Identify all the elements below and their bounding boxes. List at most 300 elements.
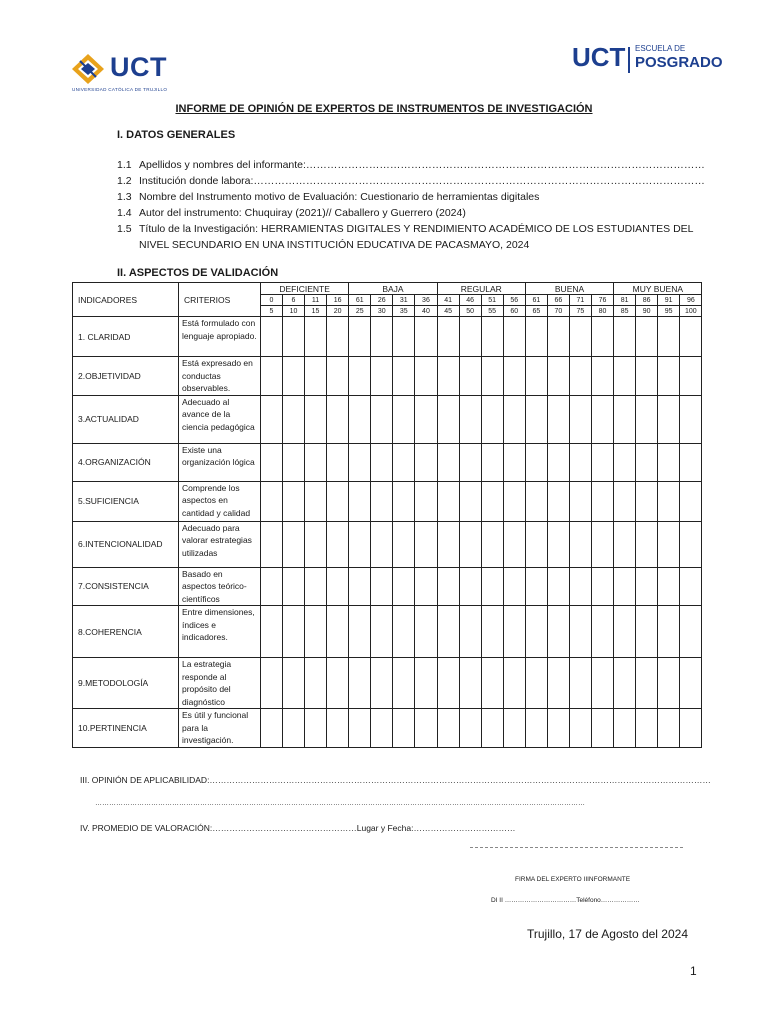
indicator-cell: 1. CLARIDAD bbox=[73, 317, 179, 357]
range-value: 95 bbox=[658, 306, 680, 317]
score-cell[interactable] bbox=[658, 521, 680, 567]
score-cell[interactable] bbox=[371, 606, 393, 658]
item-text: Autor del instrumento: Chuquiray (2021)// Caballero y Guerrero (2024) bbox=[139, 207, 466, 219]
score-cell[interactable] bbox=[371, 481, 393, 521]
score-cell[interactable] bbox=[327, 658, 349, 709]
range-value: 10 bbox=[283, 306, 305, 317]
score-cell[interactable] bbox=[283, 317, 305, 357]
general-data-item bbox=[117, 157, 707, 173]
score-cell[interactable] bbox=[569, 395, 591, 443]
score-cell[interactable] bbox=[283, 567, 305, 606]
score-cell[interactable] bbox=[415, 443, 437, 481]
score-cell[interactable] bbox=[283, 395, 305, 443]
criterion-cell: Está expresado en conductas observables. bbox=[179, 357, 261, 396]
score-cell[interactable] bbox=[415, 521, 437, 567]
score-cell[interactable] bbox=[437, 395, 459, 443]
score-cell[interactable] bbox=[437, 709, 459, 748]
range-value: 16 bbox=[327, 295, 349, 306]
score-cell[interactable] bbox=[591, 606, 613, 658]
range-value: 60 bbox=[503, 306, 525, 317]
score-cell[interactable] bbox=[547, 658, 569, 709]
range-value: 85 bbox=[614, 306, 636, 317]
range-value: 36 bbox=[415, 295, 437, 306]
score-cell[interactable] bbox=[261, 443, 283, 481]
score-cell[interactable] bbox=[305, 395, 327, 443]
criterion-cell: La estrategia responde al propósito del diagnóstico bbox=[179, 658, 261, 709]
score-cell[interactable] bbox=[591, 357, 613, 396]
signature-line bbox=[470, 847, 683, 848]
score-cell[interactable] bbox=[680, 567, 702, 606]
range-value: 100 bbox=[680, 306, 702, 317]
score-cell[interactable] bbox=[283, 709, 305, 748]
score-cell[interactable] bbox=[569, 606, 591, 658]
score-cell[interactable] bbox=[437, 443, 459, 481]
score-cell[interactable] bbox=[658, 709, 680, 748]
score-cell[interactable] bbox=[327, 521, 349, 567]
score-cell[interactable] bbox=[283, 357, 305, 396]
range-value: 50 bbox=[459, 306, 481, 317]
score-cell[interactable] bbox=[393, 443, 415, 481]
score-cell[interactable] bbox=[614, 567, 636, 606]
score-cell[interactable] bbox=[393, 567, 415, 606]
score-cell[interactable] bbox=[283, 658, 305, 709]
score-cell[interactable] bbox=[547, 521, 569, 567]
score-cell[interactable] bbox=[459, 395, 481, 443]
signature-label: FIRMA DEL EXPERTO IIINFORMANTE bbox=[515, 876, 631, 883]
score-cell[interactable] bbox=[261, 395, 283, 443]
table-row bbox=[73, 606, 702, 658]
score-cell[interactable] bbox=[547, 481, 569, 521]
score-cell[interactable] bbox=[481, 395, 503, 443]
criterion-cell: Es útil y funcional para la investigación. bbox=[179, 709, 261, 748]
score-cell[interactable] bbox=[525, 521, 547, 567]
score-cell[interactable] bbox=[349, 357, 371, 396]
score-cell[interactable] bbox=[481, 357, 503, 396]
score-cell[interactable] bbox=[636, 481, 658, 521]
score-cell[interactable] bbox=[459, 709, 481, 748]
score-cell[interactable] bbox=[658, 395, 680, 443]
item-number: 1.2 bbox=[117, 175, 132, 187]
score-cell[interactable] bbox=[636, 317, 658, 357]
score-cell[interactable] bbox=[525, 357, 547, 396]
item-number: 1.5 bbox=[117, 223, 132, 235]
score-cell[interactable] bbox=[636, 395, 658, 443]
item-text: Apellidos y nombres del informante:…………………………………………………………………………………………………… bbox=[139, 159, 705, 171]
indicator-cell: 8.COHERENCIA bbox=[73, 606, 179, 658]
score-cell[interactable] bbox=[349, 481, 371, 521]
score-cell[interactable] bbox=[459, 443, 481, 481]
score-cell[interactable] bbox=[591, 481, 613, 521]
score-cell[interactable] bbox=[547, 709, 569, 748]
score-cell[interactable] bbox=[525, 443, 547, 481]
general-data-list bbox=[117, 157, 707, 253]
score-cell[interactable] bbox=[459, 317, 481, 357]
range-value: 61 bbox=[525, 295, 547, 306]
score-cell[interactable] bbox=[437, 481, 459, 521]
score-cell[interactable] bbox=[680, 606, 702, 658]
score-cell[interactable] bbox=[415, 481, 437, 521]
score-cell[interactable] bbox=[371, 443, 393, 481]
score-cell[interactable] bbox=[503, 357, 525, 396]
table-row bbox=[73, 521, 702, 567]
score-cell[interactable] bbox=[614, 443, 636, 481]
range-value: 15 bbox=[305, 306, 327, 317]
score-cell[interactable] bbox=[481, 709, 503, 748]
score-cell[interactable] bbox=[636, 658, 658, 709]
score-cell[interactable] bbox=[261, 317, 283, 357]
range-value: 75 bbox=[569, 306, 591, 317]
score-cell[interactable] bbox=[547, 357, 569, 396]
table-row bbox=[73, 443, 702, 481]
score-cell[interactable] bbox=[680, 395, 702, 443]
score-cell[interactable] bbox=[614, 658, 636, 709]
score-cell[interactable] bbox=[261, 658, 283, 709]
score-cell[interactable] bbox=[415, 317, 437, 357]
indicadores-header: INDICADORES bbox=[73, 283, 179, 317]
score-cell[interactable] bbox=[481, 443, 503, 481]
score-cell[interactable] bbox=[525, 395, 547, 443]
table-row bbox=[73, 395, 702, 443]
score-cell[interactable] bbox=[525, 658, 547, 709]
score-cell[interactable] bbox=[614, 709, 636, 748]
item-text: Institución donde labora:………………………………………………………………………………………………………………… bbox=[139, 175, 705, 187]
score-cell[interactable] bbox=[658, 606, 680, 658]
range-value: 46 bbox=[459, 295, 481, 306]
score-cell[interactable] bbox=[261, 521, 283, 567]
score-cell[interactable] bbox=[636, 606, 658, 658]
range-value: 71 bbox=[569, 295, 591, 306]
criterion-cell: Adecuado al avance de la ciencia pedagógica bbox=[179, 395, 261, 443]
score-cell[interactable] bbox=[481, 567, 503, 606]
score-cell[interactable] bbox=[525, 709, 547, 748]
score-cell[interactable] bbox=[503, 606, 525, 658]
score-cell[interactable] bbox=[305, 521, 327, 567]
score-cell[interactable] bbox=[547, 317, 569, 357]
page-number: 1 bbox=[690, 964, 697, 978]
score-cell[interactable] bbox=[569, 357, 591, 396]
range-value: 70 bbox=[547, 306, 569, 317]
score-cell[interactable] bbox=[547, 567, 569, 606]
score-cell[interactable] bbox=[283, 606, 305, 658]
score-cell[interactable] bbox=[327, 443, 349, 481]
table-row bbox=[73, 317, 702, 357]
range-value: 80 bbox=[591, 306, 613, 317]
general-data-item bbox=[117, 221, 707, 253]
range-value: 55 bbox=[481, 306, 503, 317]
score-cell[interactable] bbox=[371, 521, 393, 567]
range-value: 45 bbox=[437, 306, 459, 317]
opinion-aplicabilidad-line: ………………………………………………………………………………………………………………………………………………………………………………………… bbox=[95, 800, 585, 807]
score-cell[interactable] bbox=[261, 357, 283, 396]
range-value: 25 bbox=[349, 306, 371, 317]
score-cell[interactable] bbox=[569, 567, 591, 606]
score-cell[interactable] bbox=[503, 317, 525, 357]
score-cell[interactable] bbox=[415, 567, 437, 606]
score-cell[interactable] bbox=[614, 606, 636, 658]
score-cell[interactable] bbox=[547, 395, 569, 443]
table-row bbox=[73, 658, 702, 709]
item-text: Título de la Investigación: HERRAMIENTAS DIGITALES Y RENDIMIENTO ACADÉMICO DE LOS ESTUDIANTES DEL NIVEL SECUNDARIO EN UNA INSTITUCIÓN EDUCATIVA DE PACASMAYO, 2024 bbox=[139, 223, 694, 251]
score-cell[interactable] bbox=[591, 709, 613, 748]
level-header: DEFICIENTE bbox=[261, 283, 349, 295]
score-cell[interactable] bbox=[525, 317, 547, 357]
table-row bbox=[73, 709, 702, 748]
score-cell[interactable] bbox=[393, 658, 415, 709]
score-cell[interactable] bbox=[349, 567, 371, 606]
score-cell[interactable] bbox=[547, 606, 569, 658]
general-data-item bbox=[117, 189, 707, 205]
document-title: INFORME DE OPINIÓN DE EXPERTOS DE INSTRUMENTOS DE INVESTIGACIÓN bbox=[175, 103, 593, 115]
score-cell[interactable] bbox=[327, 567, 349, 606]
criterion-cell: Entre dimensiones, índices e indicadores. bbox=[179, 606, 261, 658]
score-cell[interactable] bbox=[437, 357, 459, 396]
score-cell[interactable] bbox=[371, 357, 393, 396]
score-cell[interactable] bbox=[636, 443, 658, 481]
score-cell[interactable] bbox=[459, 481, 481, 521]
score-cell[interactable] bbox=[393, 357, 415, 396]
score-cell[interactable] bbox=[547, 443, 569, 481]
score-cell[interactable] bbox=[261, 567, 283, 606]
score-cell[interactable] bbox=[371, 395, 393, 443]
score-cell[interactable] bbox=[503, 567, 525, 606]
score-cell[interactable] bbox=[503, 658, 525, 709]
score-cell[interactable] bbox=[437, 521, 459, 567]
level-header: MUY BUENA bbox=[614, 283, 702, 295]
score-cell[interactable] bbox=[591, 658, 613, 709]
score-cell[interactable] bbox=[349, 658, 371, 709]
score-cell[interactable] bbox=[658, 481, 680, 521]
right-logo-text: UCT bbox=[572, 42, 626, 72]
criterion-cell: Basado en aspectos teórico-científicos bbox=[179, 567, 261, 606]
score-cell[interactable] bbox=[371, 658, 393, 709]
score-cell[interactable] bbox=[437, 658, 459, 709]
score-cell[interactable] bbox=[437, 606, 459, 658]
range-value: 90 bbox=[636, 306, 658, 317]
score-cell[interactable] bbox=[327, 357, 349, 396]
promedio-valoracion: IV. PROMEDIO DE VALORACIÓN:……………………………………………Lugar y Fecha:……………………………… bbox=[80, 823, 516, 833]
score-cell[interactable] bbox=[636, 567, 658, 606]
score-cell[interactable] bbox=[569, 709, 591, 748]
score-cell[interactable] bbox=[680, 709, 702, 748]
score-cell[interactable] bbox=[393, 481, 415, 521]
score-cell[interactable] bbox=[459, 357, 481, 396]
score-cell[interactable] bbox=[680, 521, 702, 567]
score-cell[interactable] bbox=[393, 606, 415, 658]
score-cell[interactable] bbox=[680, 481, 702, 521]
score-cell[interactable] bbox=[327, 481, 349, 521]
score-cell[interactable] bbox=[614, 317, 636, 357]
score-cell[interactable] bbox=[349, 606, 371, 658]
range-value: 76 bbox=[591, 295, 613, 306]
score-cell[interactable] bbox=[393, 709, 415, 748]
item-number: 1.4 bbox=[117, 207, 132, 219]
score-cell[interactable] bbox=[481, 317, 503, 357]
score-cell[interactable] bbox=[569, 521, 591, 567]
score-cell[interactable] bbox=[591, 521, 613, 567]
score-cell[interactable] bbox=[283, 521, 305, 567]
score-cell[interactable] bbox=[658, 317, 680, 357]
score-cell[interactable] bbox=[305, 357, 327, 396]
score-cell[interactable] bbox=[569, 443, 591, 481]
item-number: 1.1 bbox=[117, 159, 132, 171]
score-cell[interactable] bbox=[658, 658, 680, 709]
right-logo-posgrado: POSGRADO bbox=[635, 54, 723, 71]
score-cell[interactable] bbox=[503, 395, 525, 443]
general-data-item bbox=[117, 205, 707, 221]
score-cell[interactable] bbox=[305, 317, 327, 357]
logo-divider bbox=[628, 47, 630, 73]
score-cell[interactable] bbox=[569, 658, 591, 709]
score-cell[interactable] bbox=[261, 481, 283, 521]
score-cell[interactable] bbox=[680, 658, 702, 709]
range-value: 51 bbox=[481, 295, 503, 306]
score-cell[interactable] bbox=[283, 443, 305, 481]
score-cell[interactable] bbox=[569, 481, 591, 521]
item-number: 1.3 bbox=[117, 191, 132, 203]
range-value: 20 bbox=[327, 306, 349, 317]
score-cell[interactable] bbox=[481, 521, 503, 567]
score-cell[interactable] bbox=[680, 443, 702, 481]
score-cell[interactable] bbox=[415, 395, 437, 443]
score-cell[interactable] bbox=[349, 709, 371, 748]
range-value: 65 bbox=[525, 306, 547, 317]
criterion-cell: Está formulado con lenguaje apropiado. bbox=[179, 317, 261, 357]
score-cell[interactable] bbox=[459, 567, 481, 606]
range-value: 91 bbox=[658, 295, 680, 306]
score-cell[interactable] bbox=[305, 481, 327, 521]
score-cell[interactable] bbox=[393, 521, 415, 567]
opinion-aplicabilidad: III. OPINIÓN DE APLICABILIDAD:…………………………………………………………………………………………………………………………………………………………… bbox=[80, 775, 711, 785]
score-cell[interactable] bbox=[327, 709, 349, 748]
level-header: REGULAR bbox=[437, 283, 525, 295]
score-cell[interactable] bbox=[305, 709, 327, 748]
criterion-cell: Comprende los aspectos en cantidad y calidad bbox=[179, 481, 261, 521]
score-cell[interactable] bbox=[658, 357, 680, 396]
score-cell[interactable] bbox=[680, 317, 702, 357]
score-cell[interactable] bbox=[614, 357, 636, 396]
score-cell[interactable] bbox=[614, 521, 636, 567]
indicator-cell: 7.CONSISTENCIA bbox=[73, 567, 179, 606]
score-cell[interactable] bbox=[481, 658, 503, 709]
score-cell[interactable] bbox=[305, 658, 327, 709]
score-cell[interactable] bbox=[591, 443, 613, 481]
item-text: Nombre del Instrumento motivo de Evaluación: Cuestionario de herramientas digitales bbox=[139, 191, 540, 203]
right-logo-school: ESCUELA DE bbox=[635, 44, 686, 53]
score-cell[interactable] bbox=[459, 521, 481, 567]
score-cell[interactable] bbox=[503, 481, 525, 521]
score-cell[interactable] bbox=[415, 357, 437, 396]
dni-telefono-line: DI II ……………………………Teléfono……………… bbox=[491, 897, 640, 904]
indicator-cell: 10.PERTINENCIA bbox=[73, 709, 179, 748]
range-value: 61 bbox=[349, 295, 371, 306]
score-cell[interactable] bbox=[459, 658, 481, 709]
score-cell[interactable] bbox=[261, 709, 283, 748]
score-cell[interactable] bbox=[305, 567, 327, 606]
score-cell[interactable] bbox=[525, 606, 547, 658]
score-cell[interactable] bbox=[415, 658, 437, 709]
indicator-cell: 9.METODOLOGÍA bbox=[73, 658, 179, 709]
score-cell[interactable] bbox=[591, 317, 613, 357]
range-value: 41 bbox=[437, 295, 459, 306]
range-value: 11 bbox=[305, 295, 327, 306]
uct-posgrado-logo bbox=[572, 40, 742, 80]
left-logo-subtitle: UNIVERSIDAD CATÓLICA DE TRUJILLO bbox=[72, 87, 168, 92]
score-cell[interactable] bbox=[261, 606, 283, 658]
range-value: 66 bbox=[547, 295, 569, 306]
score-cell[interactable] bbox=[327, 606, 349, 658]
score-cell[interactable] bbox=[305, 606, 327, 658]
indicator-cell: 3.ACTUALIDAD bbox=[73, 395, 179, 443]
range-value: 56 bbox=[503, 295, 525, 306]
score-cell[interactable] bbox=[349, 521, 371, 567]
score-cell[interactable] bbox=[481, 606, 503, 658]
range-value: 26 bbox=[371, 295, 393, 306]
score-cell[interactable] bbox=[525, 567, 547, 606]
indicator-cell: 2.OBJETIVIDAD bbox=[73, 357, 179, 396]
score-cell[interactable] bbox=[371, 567, 393, 606]
score-cell[interactable] bbox=[481, 481, 503, 521]
section-datos-generales: I. DATOS GENERALES bbox=[117, 129, 236, 141]
score-cell[interactable] bbox=[680, 357, 702, 396]
indicator-cell: 6.INTENCIONALIDAD bbox=[73, 521, 179, 567]
score-cell[interactable] bbox=[503, 709, 525, 748]
score-cell[interactable] bbox=[459, 606, 481, 658]
score-cell[interactable] bbox=[393, 317, 415, 357]
table-row bbox=[73, 567, 702, 606]
range-value: 86 bbox=[636, 295, 658, 306]
score-cell[interactable] bbox=[327, 395, 349, 443]
score-cell[interactable] bbox=[636, 521, 658, 567]
left-logo-text: UCT bbox=[110, 52, 167, 82]
general-data-item bbox=[117, 173, 707, 189]
score-cell[interactable] bbox=[636, 709, 658, 748]
score-cell[interactable] bbox=[371, 709, 393, 748]
score-cell[interactable] bbox=[569, 317, 591, 357]
level-header: BUENA bbox=[525, 283, 613, 295]
score-cell[interactable] bbox=[349, 317, 371, 357]
range-value: 0 bbox=[261, 295, 283, 306]
score-cell[interactable] bbox=[393, 395, 415, 443]
score-cell[interactable] bbox=[415, 606, 437, 658]
score-cell[interactable] bbox=[327, 317, 349, 357]
score-cell[interactable] bbox=[658, 443, 680, 481]
score-cell[interactable] bbox=[636, 357, 658, 396]
range-value: 6 bbox=[283, 295, 305, 306]
score-cell[interactable] bbox=[283, 481, 305, 521]
score-cell[interactable] bbox=[503, 443, 525, 481]
score-cell[interactable] bbox=[349, 443, 371, 481]
score-cell[interactable] bbox=[305, 443, 327, 481]
score-cell[interactable] bbox=[437, 567, 459, 606]
score-cell[interactable] bbox=[614, 395, 636, 443]
uct-logo-left bbox=[70, 50, 210, 98]
score-cell[interactable] bbox=[415, 709, 437, 748]
score-cell[interactable] bbox=[614, 481, 636, 521]
score-cell[interactable] bbox=[591, 567, 613, 606]
uct-emblem-icon bbox=[70, 52, 106, 86]
score-cell[interactable] bbox=[349, 395, 371, 443]
document-date: Trujillo, 17 de Agosto del 2024 bbox=[527, 927, 688, 941]
score-cell[interactable] bbox=[591, 395, 613, 443]
score-cell[interactable] bbox=[658, 567, 680, 606]
range-value: 31 bbox=[393, 295, 415, 306]
score-cell[interactable] bbox=[437, 317, 459, 357]
range-value: 5 bbox=[261, 306, 283, 317]
score-cell[interactable] bbox=[525, 481, 547, 521]
score-cell[interactable] bbox=[371, 317, 393, 357]
score-cell[interactable] bbox=[503, 521, 525, 567]
section-aspectos-validacion: II. ASPECTOS DE VALIDACIÓN bbox=[117, 267, 279, 279]
